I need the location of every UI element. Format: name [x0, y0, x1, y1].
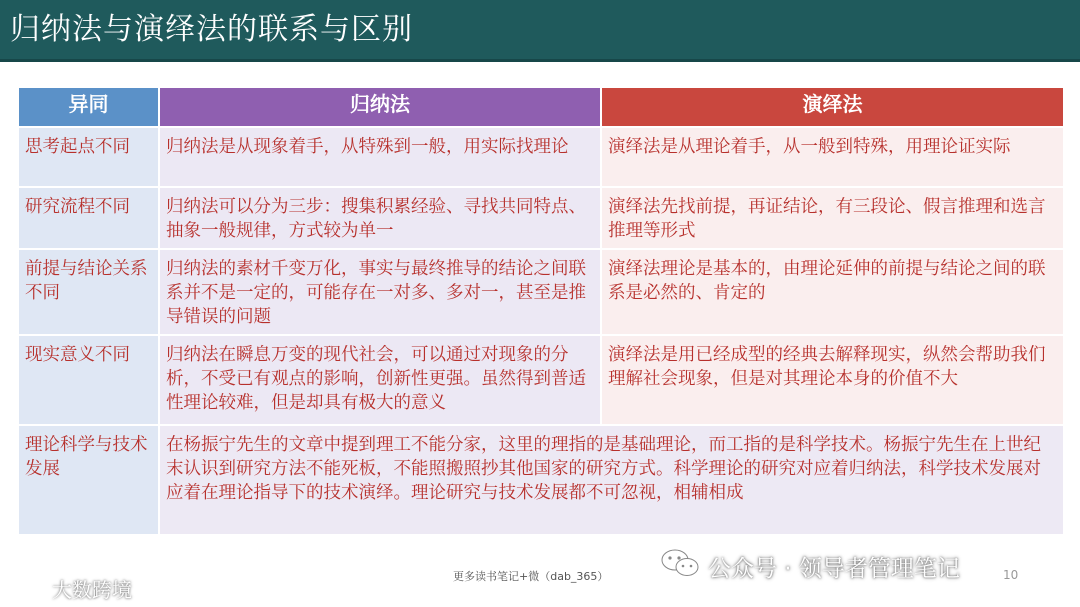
row-label: 研究流程不同	[18, 187, 159, 249]
table-row	[18, 335, 1064, 425]
watermark-left-text: 大数跨境	[52, 577, 132, 602]
header-induction: 归纳法	[159, 87, 601, 127]
row-label: 前提与结论关系不同	[18, 249, 159, 335]
induction-cell: 归纳法是从现象着手，从特殊到一般，用实际找理论	[159, 127, 601, 187]
watermark-right-text: 公众号 · 领导者管理笔记	[708, 555, 960, 582]
watermark-left	[6, 573, 132, 603]
page-title: 归纳法与演绎法的联系与区别	[10, 12, 413, 47]
wechat-icon	[660, 548, 700, 584]
page-number: 10	[1003, 568, 1019, 582]
header-deduction: 演绎法	[601, 87, 1064, 127]
induction-cell: 归纳法的素材千变万化，事实与最终推导的结论之间联系并不是一定的，可能存在一对多、多对一，甚至是推导错误的问题	[159, 249, 601, 335]
table-header-row	[18, 87, 1064, 127]
row-label: 理论科学与技术发展	[18, 425, 159, 535]
brand-logo-icon	[6, 575, 46, 602]
comparison-table	[17, 86, 1065, 536]
deduction-cell: 演绎法先找前提，再证结论，有三段论、假言推理和选言推理等形式	[601, 187, 1064, 249]
table-row	[18, 249, 1064, 335]
table-row-merged	[18, 425, 1064, 535]
header-diff: 异同	[18, 87, 159, 127]
induction-cell: 归纳法可以分为三步：搜集积累经验、寻找共同特点、抽象一般规律，方式较为单一	[159, 187, 601, 249]
row-label: 现实意义不同	[18, 335, 159, 425]
merged-cell: 在杨振宁先生的文章中提到理工不能分家，这里的理指的是基础理论，而工指的是科学技术。杨振宁先生在上世纪末认识到研究方法不能死板，不能照搬照抄其他国家的研究方式。科学理论的研究对应着归纳法，科学技术发展对应着在理论指导下的技术演绎。理论研究与技术发展都不可忽视，相辅相成	[159, 425, 1064, 535]
row-label: 思考起点不同	[18, 127, 159, 187]
deduction-cell: 演绎法是从理论着手，从一般到特殊，用理论证实际	[601, 127, 1064, 187]
watermark-right	[660, 548, 960, 584]
deduction-cell: 演绎法理论是基本的，由理论延伸的前提与结论之间的联系是必然的、肯定的	[601, 249, 1064, 335]
title-bar	[0, 0, 1080, 62]
deduction-cell: 演绎法是用已经成型的经典去解释现实，纵然会帮助我们理解社会现象，但是对其理论本身的价值不大	[601, 335, 1064, 425]
footer-text: 更多读书笔记+微（dab_365）	[453, 570, 609, 583]
induction-cell: 归纳法在瞬息万变的现代社会，可以通过对现象的分析，不受已有观点的影响，创新性更强。虽然得到普适性理论较难，但是却具有极大的意义	[159, 335, 601, 425]
table-row	[18, 187, 1064, 249]
table-row	[18, 127, 1064, 187]
